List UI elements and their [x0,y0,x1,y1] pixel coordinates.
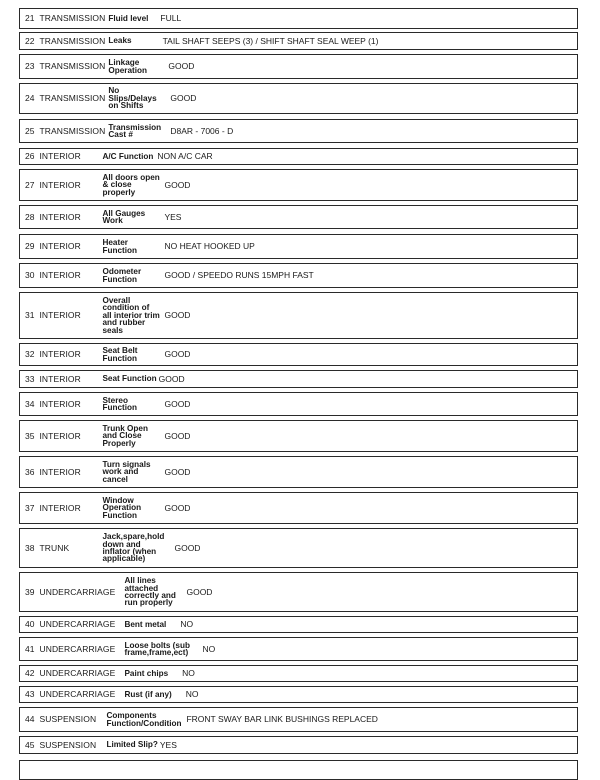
row-number: 45 [25,739,35,750]
row-item: Rust (if any) [124,689,172,699]
row-item: Fluid level [108,13,149,23]
table-row [19,456,578,488]
row-category: INTERIOR [39,349,81,360]
row-number: 39 [25,586,35,597]
row-number: 35 [25,430,35,441]
row-number: 44 [25,714,35,725]
row-item: Limited Slip? [106,740,158,750]
row-category: TRANSMISSION [39,13,106,24]
table-row [19,8,578,29]
row-number: 27 [25,179,35,190]
row-item: Odometer Function [102,267,142,284]
row-category: INTERIOR [39,398,81,409]
row-item: All doors open & close properly [102,172,160,197]
row-value: FRONT SWAY BAR LINK BUSHINGS REPLACED [186,714,378,725]
row-value: GOOD [164,466,191,477]
row-category: INTERIOR [39,270,81,281]
row-category: INTERIOR [39,310,81,321]
table-row [19,83,578,114]
row-item: Seat Function [102,374,157,384]
row-value: D8AR - 7006 - D [170,125,234,136]
row-value: GOOD [164,349,191,360]
row-item: Window Operation Function [102,495,142,520]
row-number: 23 [25,61,35,72]
row-value: GOOD [164,179,191,190]
row-item: No Slips/Delays on Shifts [108,86,157,111]
row-item: Stereo Function [102,395,138,412]
row-value: NO [180,619,194,630]
row-item: Transmission Cast # [108,122,162,139]
row-item: Paint chips [124,668,169,678]
row-value: GOOD [174,542,201,553]
table-row [19,205,578,229]
row-category: SUSPENSION [39,739,97,750]
row-number: 24 [25,93,35,104]
table-row [19,492,578,524]
row-category: INTERIOR [39,466,81,477]
row-number: 31 [25,310,35,321]
row-category: INTERIOR [39,151,81,162]
row-value: NO HEAT HOOKED UP [164,241,255,252]
row-category: INTERIOR [39,430,81,441]
row-category: TRUNK [39,542,70,553]
row-category: UNDERCARRIAGE [39,668,116,679]
row-category: SUSPENSION [39,714,97,725]
row-number: 21 [25,13,35,24]
row-category: UNDERCARRIAGE [39,689,116,700]
row-category: TRANSMISSION [39,125,106,136]
row-category: UNDERCARRIAGE [39,643,116,654]
table-row [19,148,578,165]
row-number: 43 [25,689,35,700]
row-item: All lines attached correctly and run properly [124,576,176,608]
row-value: TAIL SHAFT SEEPS (3) / SHIFT SHAFT SEAL WEEP (1) [162,35,379,46]
row-number: 33 [25,373,35,384]
row-value: NO [182,668,195,679]
row-item: Trunk Open and Close Properly [102,423,148,448]
table-row [19,686,578,703]
row-value: NO [202,643,216,654]
table-row [19,420,578,452]
row-item: A/C Function [102,151,154,161]
row-number: 28 [25,211,35,222]
row-value: GOOD [186,586,213,597]
row-category: INTERIOR [39,502,81,513]
table-row [19,707,578,732]
row-number: 26 [25,151,35,162]
row-value: GOOD [158,373,185,384]
row-number: 22 [25,35,35,46]
row-item: Components Function/Condition [106,711,182,728]
table-row [19,234,578,259]
table-row [19,665,578,682]
table-row [19,292,578,339]
row-value: YES [159,739,177,750]
row-number: 30 [25,270,35,281]
table-row [19,616,578,633]
row-number: 32 [25,349,35,360]
row-number: 36 [25,466,35,477]
row-category: TRANSMISSION [39,61,106,72]
row-item: All Gauges Work [102,208,146,225]
row-number: 37 [25,502,35,513]
row-item: Turn signals work and cancel [102,459,151,484]
row-value: GOOD [164,310,191,321]
row-value: NO [185,689,199,700]
row-item: Heater Function [102,238,138,255]
table-row [19,119,578,143]
row-value: NON A/C CAR [157,151,213,162]
row-category: INTERIOR [39,179,81,190]
table-row [19,343,578,366]
table-row [19,32,578,50]
row-value: GOOD [170,93,197,104]
row-category: INTERIOR [39,241,81,252]
row-item: Jack,spare,hold down and inflator (when applicable) [102,532,165,564]
row-item: Leaks [108,36,132,46]
row-item: Bent metal [124,619,167,629]
row-item: Linkage Operation [108,58,148,75]
row-number: 25 [25,125,35,136]
row-item: Loose bolts (sub frame,frame,ect) [124,640,190,657]
row-number: 34 [25,398,35,409]
table-row [19,528,578,568]
row-value: GOOD [164,502,191,513]
row-number: 40 [25,619,35,630]
row-category: TRANSMISSION [39,35,106,46]
row-category: UNDERCARRIAGE [39,586,116,597]
row-category: TRANSMISSION [39,93,106,104]
row-value: GOOD [168,61,195,72]
row-value: GOOD [164,398,191,409]
table-row [19,263,578,288]
row-category: UNDERCARRIAGE [39,619,116,630]
row-value: GOOD / SPEEDO RUNS 15MPH FAST [164,270,314,281]
table-row [19,572,578,612]
table-row-partial [19,760,578,780]
row-category: INTERIOR [39,211,81,222]
row-category: INTERIOR [39,373,81,384]
table-row [19,736,578,754]
row-value: FULL [160,13,182,24]
row-number: 42 [25,668,35,679]
row-item: Overall condition of all interior trim and rubber seals [102,295,160,335]
table-row [19,169,578,201]
table-row [19,370,578,388]
table-row [19,637,578,661]
row-number: 38 [25,542,35,553]
row-value: YES [164,211,182,222]
row-item: Seat Belt Function [102,346,138,363]
table-row [19,392,578,416]
row-number: 41 [25,643,35,654]
row-value: GOOD [164,430,191,441]
table-row [19,54,578,79]
row-number: 29 [25,241,35,252]
